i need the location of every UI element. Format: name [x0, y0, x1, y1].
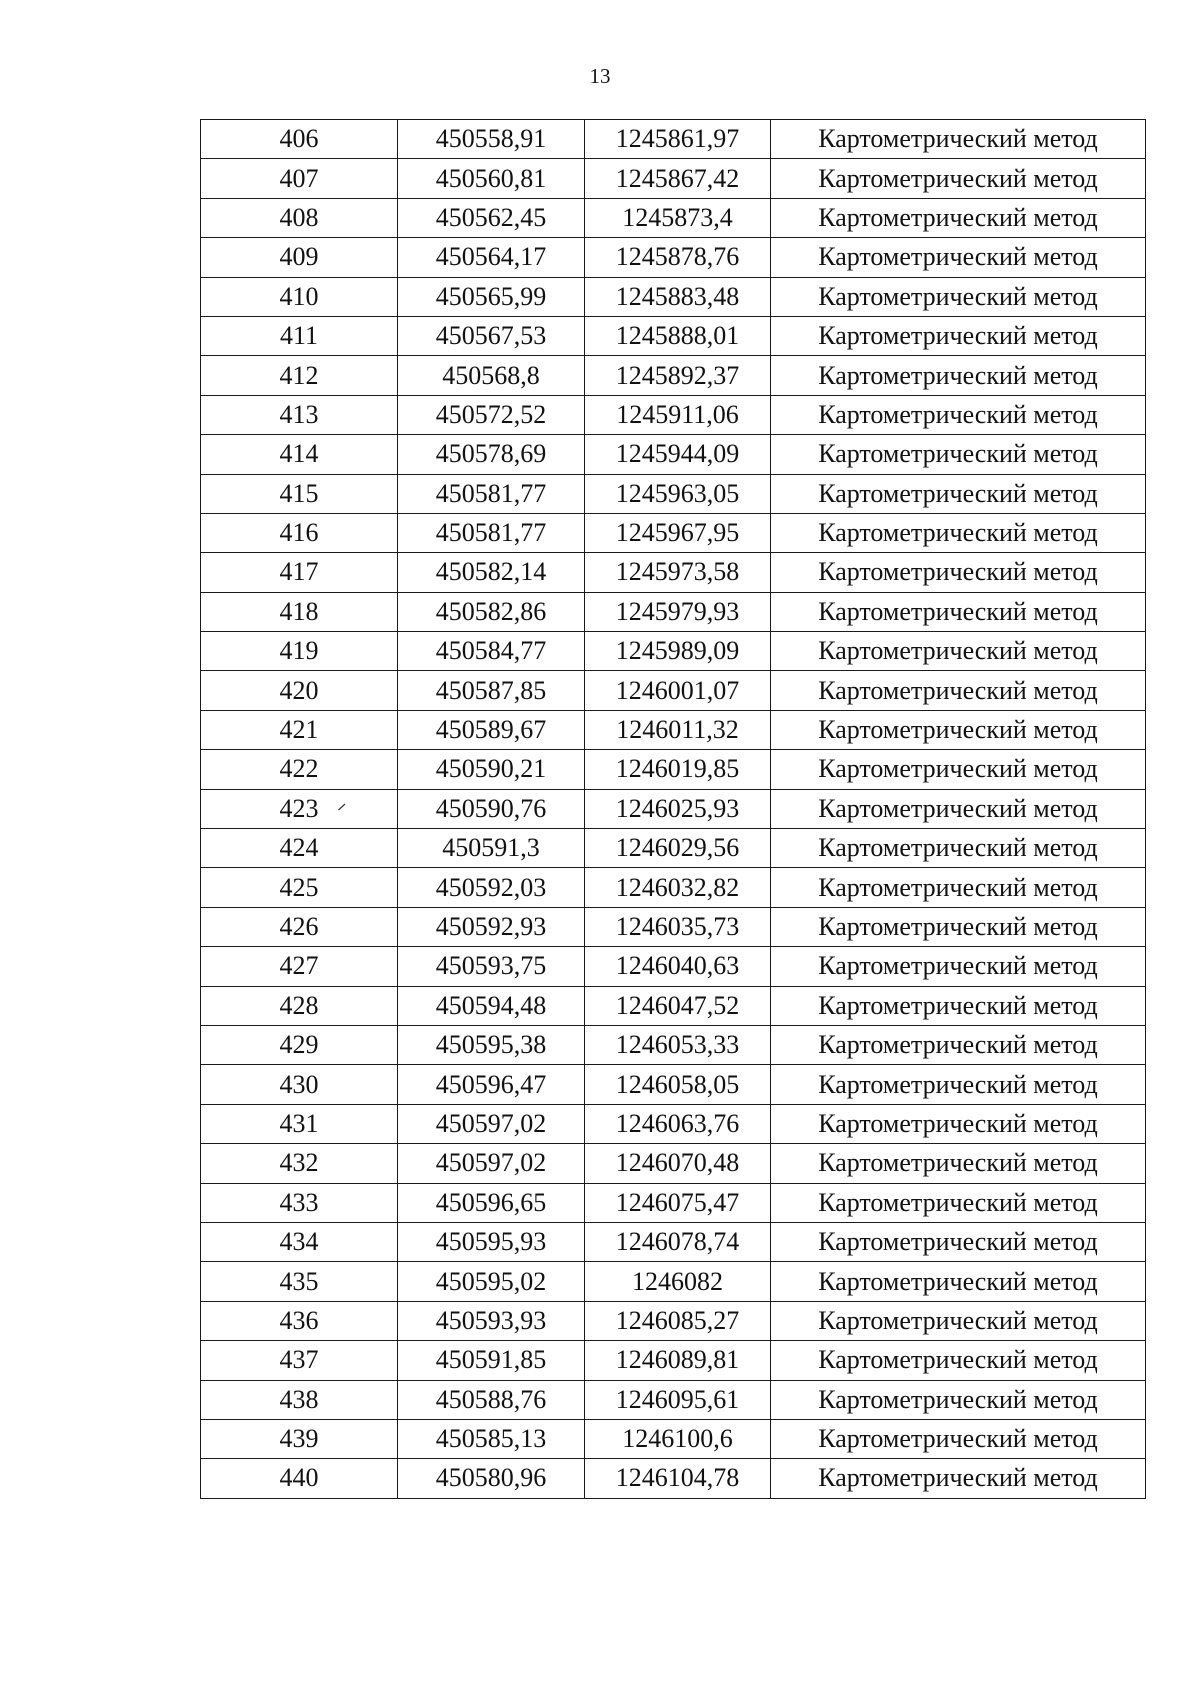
y-coordinate-cell: 1246040,63 — [585, 947, 771, 986]
table-row — [201, 1183, 1146, 1222]
x-coordinate-cell: 450582,86 — [398, 592, 585, 631]
y-coordinate-cell: 1245883,48 — [585, 277, 771, 316]
y-coordinate-cell: 1246025,93 — [585, 789, 771, 828]
table-row — [201, 907, 1146, 946]
x-coordinate-cell: 450562,45 — [398, 198, 585, 237]
y-coordinate-cell: 1245873,4 — [585, 198, 771, 237]
table-row — [201, 277, 1146, 316]
y-coordinate-cell: 1245892,37 — [585, 356, 771, 395]
method-cell: Картометрический метод — [771, 829, 1146, 868]
y-coordinate-cell: 1245989,09 — [585, 632, 771, 671]
x-coordinate-cell: 450558,91 — [398, 120, 585, 159]
table-row — [201, 671, 1146, 710]
y-coordinate-cell: 1246095,61 — [585, 1380, 771, 1419]
method-cell: Картометрический метод — [771, 1183, 1146, 1222]
x-coordinate-cell: 450565,99 — [398, 277, 585, 316]
method-cell: Картометрический метод — [771, 1419, 1146, 1458]
x-coordinate-cell: 450595,38 — [398, 1025, 585, 1064]
x-coordinate-cell: 450572,52 — [398, 395, 585, 434]
table-row — [201, 435, 1146, 474]
y-coordinate-cell: 1246001,07 — [585, 671, 771, 710]
method-cell: Картометрический метод — [771, 1380, 1146, 1419]
method-cell: Картометрический метод — [771, 592, 1146, 631]
table-row — [201, 120, 1146, 159]
y-coordinate-cell: 1245944,09 — [585, 435, 771, 474]
table-row — [201, 1262, 1146, 1301]
table-row — [201, 1341, 1146, 1380]
point-number-cell: 415 — [201, 474, 398, 513]
method-cell: Картометрический метод — [771, 947, 1146, 986]
x-coordinate-cell: 450568,8 — [398, 356, 585, 395]
point-number-cell: 419 — [201, 632, 398, 671]
y-coordinate-cell: 1245867,42 — [585, 159, 771, 198]
method-cell: Картометрический метод — [771, 632, 1146, 671]
table-row — [201, 1459, 1146, 1498]
y-coordinate-cell: 1246047,52 — [585, 986, 771, 1025]
point-number-cell: 437 — [201, 1341, 398, 1380]
pen-tick-mark — [338, 803, 346, 811]
x-coordinate-cell: 450587,85 — [398, 671, 585, 710]
y-coordinate-cell: 1246089,81 — [585, 1341, 771, 1380]
method-cell: Картометрический метод — [771, 789, 1146, 828]
table-row — [201, 1380, 1146, 1419]
table-row — [201, 238, 1146, 277]
method-cell: Картометрический метод — [771, 671, 1146, 710]
method-cell: Картометрический метод — [771, 750, 1146, 789]
x-coordinate-cell: 450595,02 — [398, 1262, 585, 1301]
x-coordinate-cell: 450590,76 — [398, 789, 585, 828]
x-coordinate-cell: 450588,76 — [398, 1380, 585, 1419]
x-coordinate-cell: 450593,75 — [398, 947, 585, 986]
x-coordinate-cell: 450580,96 — [398, 1459, 585, 1498]
x-coordinate-cell: 450591,85 — [398, 1341, 585, 1380]
y-coordinate-cell: 1245979,93 — [585, 592, 771, 631]
method-cell: Картометрический метод — [771, 553, 1146, 592]
method-cell: Картометрический метод — [771, 277, 1146, 316]
table-row — [201, 986, 1146, 1025]
method-cell: Картометрический метод — [771, 986, 1146, 1025]
method-cell: Картометрический метод — [771, 1025, 1146, 1064]
method-cell: Картометрический метод — [771, 1262, 1146, 1301]
point-number-cell: 436 — [201, 1301, 398, 1340]
y-coordinate-cell: 1246011,32 — [585, 710, 771, 749]
y-coordinate-cell: 1245963,05 — [585, 474, 771, 513]
method-cell: Картометрический метод — [771, 198, 1146, 237]
table-row — [201, 829, 1146, 868]
table-row — [201, 1144, 1146, 1183]
y-coordinate-cell: 1245967,95 — [585, 513, 771, 552]
point-number-cell: 409 — [201, 238, 398, 277]
point-number-cell: 440 — [201, 1459, 398, 1498]
x-coordinate-cell: 450584,77 — [398, 632, 585, 671]
method-cell: Картометрический метод — [771, 1222, 1146, 1261]
point-number-cell: 421 — [201, 710, 398, 749]
method-cell: Картометрический метод — [771, 120, 1146, 159]
point-number-cell: 413 — [201, 395, 398, 434]
y-coordinate-cell: 1246078,74 — [585, 1222, 771, 1261]
table-row — [201, 1025, 1146, 1064]
method-cell: Картометрический метод — [771, 474, 1146, 513]
point-number-cell: 423 — [201, 789, 398, 828]
table-row — [201, 356, 1146, 395]
point-number-cell: 411 — [201, 316, 398, 355]
table-row — [201, 198, 1146, 237]
x-coordinate-cell: 450592,03 — [398, 868, 585, 907]
point-number-cell: 429 — [201, 1025, 398, 1064]
x-coordinate-cell: 450593,93 — [398, 1301, 585, 1340]
x-coordinate-cell: 450596,47 — [398, 1065, 585, 1104]
point-number-cell: 412 — [201, 356, 398, 395]
y-coordinate-cell: 1246063,76 — [585, 1104, 771, 1143]
method-cell: Картометрический метод — [771, 1301, 1146, 1340]
point-number-cell: 408 — [201, 198, 398, 237]
x-coordinate-cell: 450564,17 — [398, 238, 585, 277]
method-cell: Картометрический метод — [771, 513, 1146, 552]
table-row — [201, 395, 1146, 434]
method-cell: Картометрический метод — [771, 1341, 1146, 1380]
point-number-cell: 427 — [201, 947, 398, 986]
x-coordinate-cell: 450578,69 — [398, 435, 585, 474]
table-row — [201, 159, 1146, 198]
y-coordinate-cell: 1246029,56 — [585, 829, 771, 868]
y-coordinate-cell: 1245861,97 — [585, 120, 771, 159]
method-cell: Картометрический метод — [771, 356, 1146, 395]
y-coordinate-cell: 1246035,73 — [585, 907, 771, 946]
x-coordinate-cell: 450589,67 — [398, 710, 585, 749]
table-row — [201, 947, 1146, 986]
point-number-cell: 416 — [201, 513, 398, 552]
page-number: 13 — [589, 64, 611, 88]
point-number-cell: 428 — [201, 986, 398, 1025]
point-number-cell: 435 — [201, 1262, 398, 1301]
y-coordinate-cell: 1246058,05 — [585, 1065, 771, 1104]
y-coordinate-cell: 1246082 — [585, 1262, 771, 1301]
method-cell: Картометрический метод — [771, 395, 1146, 434]
table-row — [201, 592, 1146, 631]
table-row — [201, 1301, 1146, 1340]
method-cell: Картометрический метод — [771, 238, 1146, 277]
point-number-cell: 426 — [201, 907, 398, 946]
point-number-cell: 432 — [201, 1144, 398, 1183]
point-number-cell: 407 — [201, 159, 398, 198]
method-cell: Картометрический метод — [771, 1459, 1146, 1498]
point-number-cell: 414 — [201, 435, 398, 474]
x-coordinate-cell: 450581,77 — [398, 513, 585, 552]
point-number-cell: 425 — [201, 868, 398, 907]
x-coordinate-cell: 450581,77 — [398, 474, 585, 513]
y-coordinate-cell: 1245878,76 — [585, 238, 771, 277]
method-cell: Картометрический метод — [771, 435, 1146, 474]
method-cell: Картометрический метод — [771, 710, 1146, 749]
table-row — [201, 1222, 1146, 1261]
point-number-cell: 410 — [201, 277, 398, 316]
table-row — [201, 750, 1146, 789]
table-row — [201, 868, 1146, 907]
x-coordinate-cell: 450560,81 — [398, 159, 585, 198]
x-coordinate-cell: 450592,93 — [398, 907, 585, 946]
table-row — [201, 474, 1146, 513]
point-number-cell: 439 — [201, 1419, 398, 1458]
method-cell: Картометрический метод — [771, 868, 1146, 907]
table-row — [201, 1104, 1146, 1143]
table-row — [201, 553, 1146, 592]
x-coordinate-cell: 450594,48 — [398, 986, 585, 1025]
point-number-cell: 430 — [201, 1065, 398, 1104]
y-coordinate-cell: 1246053,33 — [585, 1025, 771, 1064]
point-number-cell: 417 — [201, 553, 398, 592]
y-coordinate-cell: 1246019,85 — [585, 750, 771, 789]
x-coordinate-cell: 450591,3 — [398, 829, 585, 868]
method-cell: Картометрический метод — [771, 907, 1146, 946]
x-coordinate-cell: 450597,02 — [398, 1144, 585, 1183]
table-row — [201, 710, 1146, 749]
point-number-cell: 420 — [201, 671, 398, 710]
point-number-cell: 424 — [201, 829, 398, 868]
point-number-cell: 406 — [201, 120, 398, 159]
point-number-cell: 422 — [201, 750, 398, 789]
y-coordinate-cell: 1246070,48 — [585, 1144, 771, 1183]
y-coordinate-cell: 1245973,58 — [585, 553, 771, 592]
x-coordinate-cell: 450596,65 — [398, 1183, 585, 1222]
y-coordinate-cell: 1246085,27 — [585, 1301, 771, 1340]
x-coordinate-cell: 450585,13 — [398, 1419, 585, 1458]
point-number-cell: 418 — [201, 592, 398, 631]
method-cell: Картометрический метод — [771, 1065, 1146, 1104]
table-row — [201, 1065, 1146, 1104]
method-cell: Картометрический метод — [771, 1104, 1146, 1143]
table-row — [201, 316, 1146, 355]
point-number-cell: 431 — [201, 1104, 398, 1143]
x-coordinate-cell: 450597,02 — [398, 1104, 585, 1143]
table-row — [201, 1419, 1146, 1458]
table-row — [201, 513, 1146, 552]
y-coordinate-cell: 1246104,78 — [585, 1459, 771, 1498]
point-number-cell: 433 — [201, 1183, 398, 1222]
x-coordinate-cell: 450590,21 — [398, 750, 585, 789]
method-cell: Картометрический метод — [771, 1144, 1146, 1183]
point-number-cell: 434 — [201, 1222, 398, 1261]
y-coordinate-cell: 1246075,47 — [585, 1183, 771, 1222]
x-coordinate-cell: 450595,93 — [398, 1222, 585, 1261]
point-number-cell: 438 — [201, 1380, 398, 1419]
x-coordinate-cell: 450567,53 — [398, 316, 585, 355]
method-cell: Картометрический метод — [771, 159, 1146, 198]
y-coordinate-cell: 1246032,82 — [585, 868, 771, 907]
table-row — [201, 632, 1146, 671]
y-coordinate-cell: 1245911,06 — [585, 395, 771, 434]
x-coordinate-cell: 450582,14 — [398, 553, 585, 592]
method-cell: Картометрический метод — [771, 316, 1146, 355]
y-coordinate-cell: 1246100,6 — [585, 1419, 771, 1458]
y-coordinate-cell: 1245888,01 — [585, 316, 771, 355]
